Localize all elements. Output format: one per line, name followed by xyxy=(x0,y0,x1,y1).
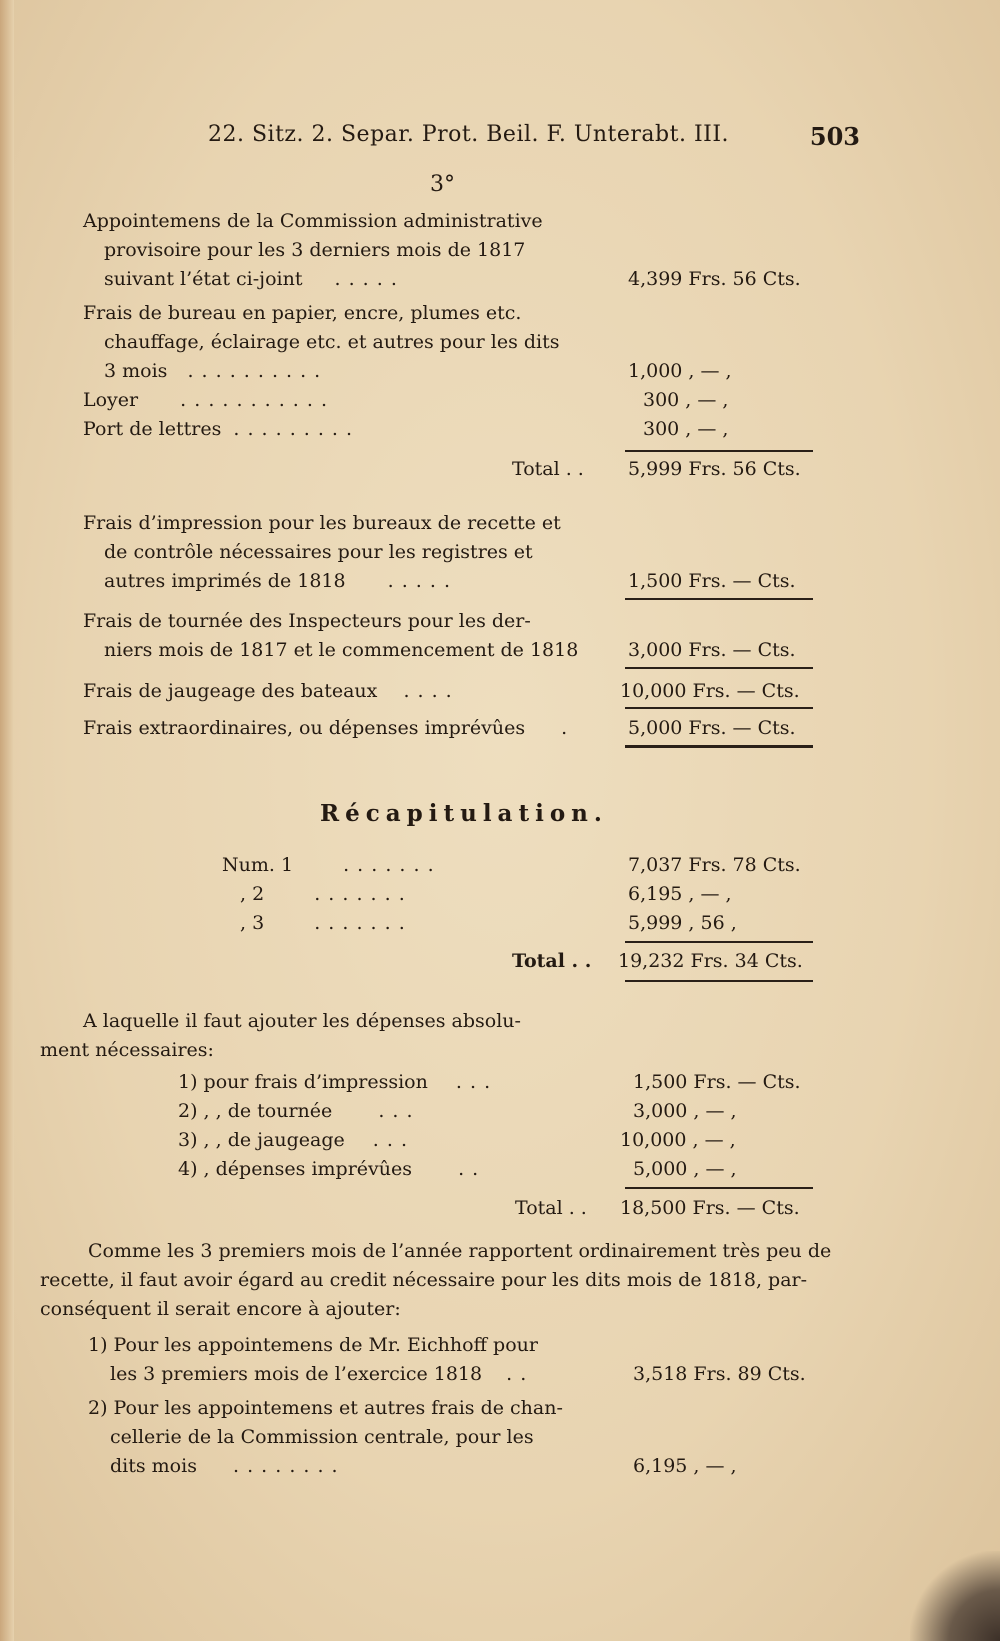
leader-dots: . . . xyxy=(455,1071,492,1093)
extra4-line xyxy=(83,717,568,739)
extra2-line1: Frais de tournée des Inspecteurs pour les der- xyxy=(83,610,531,632)
leader-dots: . . . . . . . . xyxy=(233,1455,339,1477)
leader-dots: . . xyxy=(458,1158,480,1180)
s3-item1-amount: 4,399 Frs. 56 Cts. xyxy=(628,268,801,290)
add-row1-label: 1) pour frais d’impression xyxy=(178,1071,428,1093)
s3-total-amount: 5,999 Frs. 56 Cts. xyxy=(628,458,801,480)
leader-dots: . . . . . . . xyxy=(343,854,435,876)
s3-item1-line3 xyxy=(104,268,398,290)
add-row3-amount: 10,000 , — , xyxy=(620,1129,736,1151)
s3-item4-amount: 300 , — , xyxy=(643,418,729,440)
s3-item1-line1: Appointemens de la Commission administrative xyxy=(83,210,543,232)
recap-row3-label: , 3 xyxy=(240,912,265,934)
recap-row1-label: Num. 1 xyxy=(222,854,294,876)
rule xyxy=(625,450,813,452)
s3-item3-label: Loyer xyxy=(83,389,139,411)
extra1-line2: de contrôle nécessaires pour les registres et xyxy=(104,541,533,563)
extra4-label: Frais extraordinaires, ou dépenses imprévûes xyxy=(83,717,526,739)
s3-item3-line xyxy=(83,389,328,411)
recap-row2-amount: 6,195 , — , xyxy=(628,883,732,905)
header-title: 22. Sitz. 2. Separ. Prot. Beil. F. Unterabt. III. xyxy=(208,122,730,147)
s3-item4-label: Port de lettres xyxy=(83,418,222,440)
closing-line1: Comme les 3 premiers mois de l’année rapportent ordinairement très peu de xyxy=(88,1240,832,1262)
closing-item1-amount: 3,518 Frs. 89 Cts. xyxy=(633,1363,806,1385)
add-row3-label: 3) , , de jaugeage xyxy=(178,1129,345,1151)
extra4-amount: 5,000 Frs. — Cts. xyxy=(628,717,796,739)
page-number: 503 xyxy=(809,122,860,151)
add-row4-label: 4) , dépenses imprévûes xyxy=(178,1158,413,1180)
running-header xyxy=(208,122,860,158)
add-row1-amount: 1,500 Frs. — Cts. xyxy=(633,1071,801,1093)
s3-item1-line2: provisoire pour les 3 derniers mois de 1817 xyxy=(104,239,526,261)
closing-line2: recette, il faut avoir égard au credit nécessaire pour les dits mois de 1818, par- xyxy=(40,1269,808,1291)
rule xyxy=(625,598,813,600)
closing-item1-line1: 1) Pour les appointemens de Mr. Eichhoff pour xyxy=(88,1334,538,1356)
recap-row1 xyxy=(222,854,435,876)
leader-dots: . . . . . xyxy=(334,268,398,290)
add-row3 xyxy=(178,1129,408,1151)
extra3-line xyxy=(83,680,453,702)
recap-heading: Récapitulation. xyxy=(320,800,608,827)
add-row1 xyxy=(178,1071,491,1093)
extra3-amount: 10,000 Frs. — Cts. xyxy=(620,680,800,702)
closing-item2-line2: cellerie de la Commission centrale, pour les xyxy=(110,1426,534,1448)
add-total-label: Total . . xyxy=(515,1197,587,1219)
s3-item1-label: suivant l’état ci-joint xyxy=(104,268,303,290)
rule xyxy=(625,941,813,943)
s3-total-label: Total . . xyxy=(512,458,584,480)
extra2-amount: 3,000 Frs. — Cts. xyxy=(628,639,796,661)
recap-row2 xyxy=(240,883,406,905)
rule xyxy=(625,745,813,748)
extra1-line1: Frais d’impression pour les bureaux de recette et xyxy=(83,512,561,534)
add-intro-line2: ment nécessaires: xyxy=(40,1039,214,1061)
rule xyxy=(625,1187,813,1189)
closing-item2-label: dits mois xyxy=(110,1455,197,1477)
recap-total-amount: 19,232 Frs. 34 Cts. xyxy=(618,950,803,972)
extra1-label: autres imprimés de 1818 xyxy=(104,570,346,592)
extra2-line2: niers mois de 1817 et le commencement de 1818 xyxy=(104,639,579,661)
s3-item2-line1: Frais de bureau en papier, encre, plumes etc. xyxy=(83,302,522,324)
extra1-amount: 1,500 Frs. — Cts. xyxy=(628,570,796,592)
extra3-label: Frais de jaugeage des bateaux xyxy=(83,680,378,702)
leader-dots: . . . . . . . . . xyxy=(233,418,354,440)
s3-item4-line xyxy=(83,418,353,440)
rule xyxy=(625,667,813,669)
leader-dots: . . . xyxy=(372,1129,408,1151)
closing-item2-amount: 6,195 , — , xyxy=(633,1455,737,1477)
leader-dots: . . . xyxy=(378,1100,414,1122)
extra1-line3 xyxy=(104,570,451,592)
leader-dots: . . . . . . . xyxy=(314,912,406,934)
add-row4 xyxy=(178,1158,479,1180)
s3-item3-amount: 300 , — , xyxy=(643,389,729,411)
s3-item2-line3 xyxy=(104,360,321,382)
section-number: 3° xyxy=(430,172,455,197)
add-row2-label: 2) , , de tournée xyxy=(178,1100,333,1122)
s3-item2-amount: 1,000 , — , xyxy=(628,360,732,382)
closing-line3: conséquent il serait encore à ajouter: xyxy=(40,1298,401,1320)
recap-row1-amount: 7,037 Frs. 78 Cts. xyxy=(628,854,801,876)
add-row4-amount: 5,000 , — , xyxy=(633,1158,737,1180)
page-edge xyxy=(0,0,14,1641)
leader-dots: . . . . . xyxy=(387,570,451,592)
rule xyxy=(625,707,813,709)
add-row2-amount: 3,000 , — , xyxy=(633,1100,737,1122)
leader-dots: . . xyxy=(506,1363,528,1385)
leader-dots: . . . . . . . . . . xyxy=(187,360,322,382)
add-intro-line1: A laquelle il faut ajouter les dépenses absolu- xyxy=(83,1010,521,1032)
add-row2 xyxy=(178,1100,414,1122)
rule xyxy=(625,980,813,982)
recap-row3 xyxy=(240,912,406,934)
leader-dots: . . . . . . . . . . . xyxy=(180,389,329,411)
closing-item2-line3 xyxy=(110,1455,339,1477)
recap-row2-label: , 2 xyxy=(240,883,265,905)
recap-row3-amount: 5,999 , 56 , xyxy=(628,912,737,934)
leader-dots: . . . . xyxy=(403,680,453,702)
s3-item2-line2: chauffage, éclairage etc. et autres pour les dits xyxy=(104,331,560,353)
closing-item1-label: les 3 premiers mois de l’exercice 1818 xyxy=(110,1363,483,1385)
s3-item2-label: 3 mois xyxy=(104,360,168,382)
leader-dots: . xyxy=(561,717,569,739)
page-corner-shadow xyxy=(910,1551,1000,1641)
leader-dots: . . . . . . . xyxy=(314,883,406,905)
closing-item1-line2 xyxy=(110,1363,527,1385)
add-total-amount: 18,500 Frs. — Cts. xyxy=(620,1197,800,1219)
closing-item2-line1: 2) Pour les appointemens et autres frais de chan- xyxy=(88,1397,563,1419)
recap-total-label: Total . . xyxy=(512,950,592,972)
